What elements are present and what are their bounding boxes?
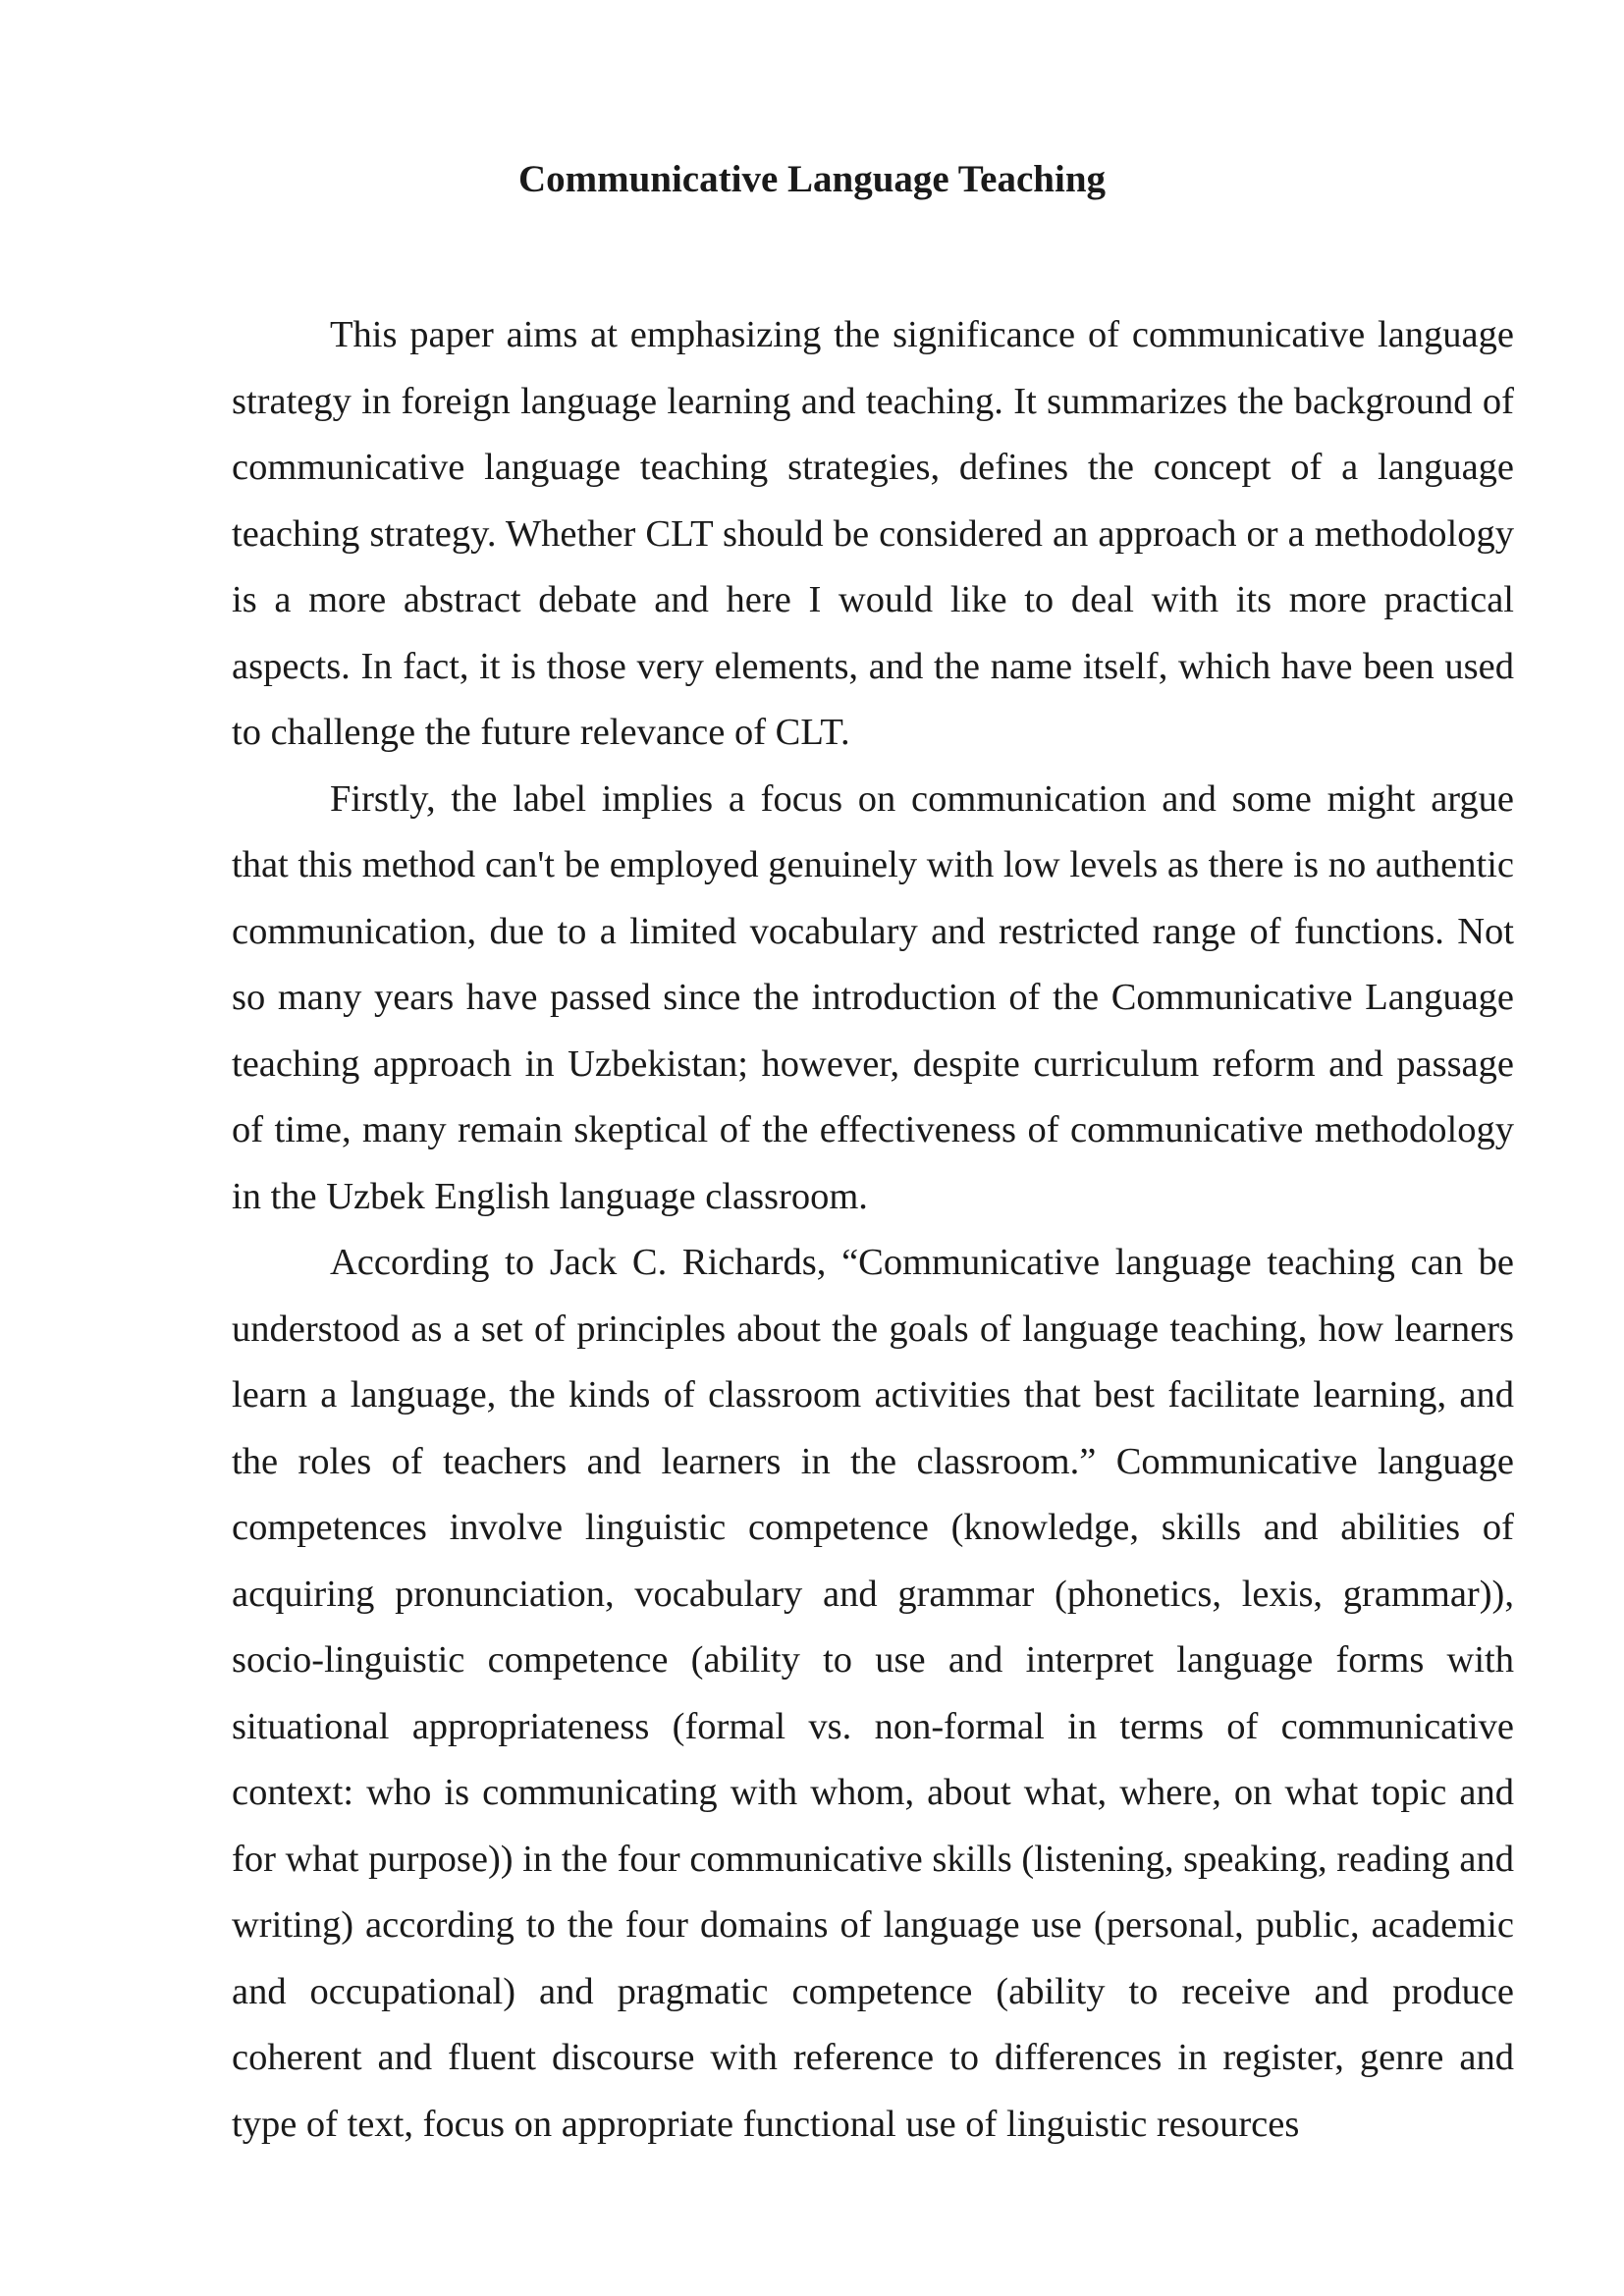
paragraph-3: According to Jack C. Richards, “Communicative language teaching can be understood as a set of principles about the goals of language teaching, how learners learn a language, the kinds of classroom activities that best facilitate learning, and the roles of teachers and learners in the classroom.” Communicative language competences involve linguistic competence (knowledge, skills and abilities of acquiring pronunciation, vocabulary and grammar (phonetics, lexis, grammar)), socio-linguistic competence (ability to use and interpret language forms with situational appropriateness (formal vs. non-formal in terms of communicative context: who is communicating with whom, about what, where, on what topic and for what purpose)) in the four communicative skills (listening, speaking, reading and writing) according to the four domains of language use (personal, public, academic and occupational) and pragmatic competence (ability to receive and produce coherent and fluent discourse with reference to differences in register, genre and type of text, focus on appropriate functional use of linguistic resources: [232, 1242, 1514, 2145]
document-title: Communicative Language Teaching: [517, 158, 1107, 200]
document-body: [232, 302, 1514, 2158]
paragraph-2: Firstly, the label implies a focus on communication and some might argue that this method can't be employed genuinely with low levels as there is no authentic communication, due to a limited vocabulary and restricted range of functions. Not so many years have passed since the introduction of the Communicative Language teaching approach in Uzbekistan; however, despite curriculum reform and passage of time, many remain skeptical of the effectiveness of communicative methodology in the Uzbek English language classroom.: [232, 777, 1514, 1217]
paragraph-1: This paper aims at emphasizing the significance of communicative language strategy in foreign language learning and teaching. It summarizes the background of communicative language teaching strategies, defines the concept of a language teaching strategy. Whether CLT should be considered an approach or a methodology is a more abstract debate and here I would like to deal with its more practical aspects. In fact, it is those very elements, and the name itself, which have been used to challenge the future relevance of CLT.: [232, 314, 1514, 753]
